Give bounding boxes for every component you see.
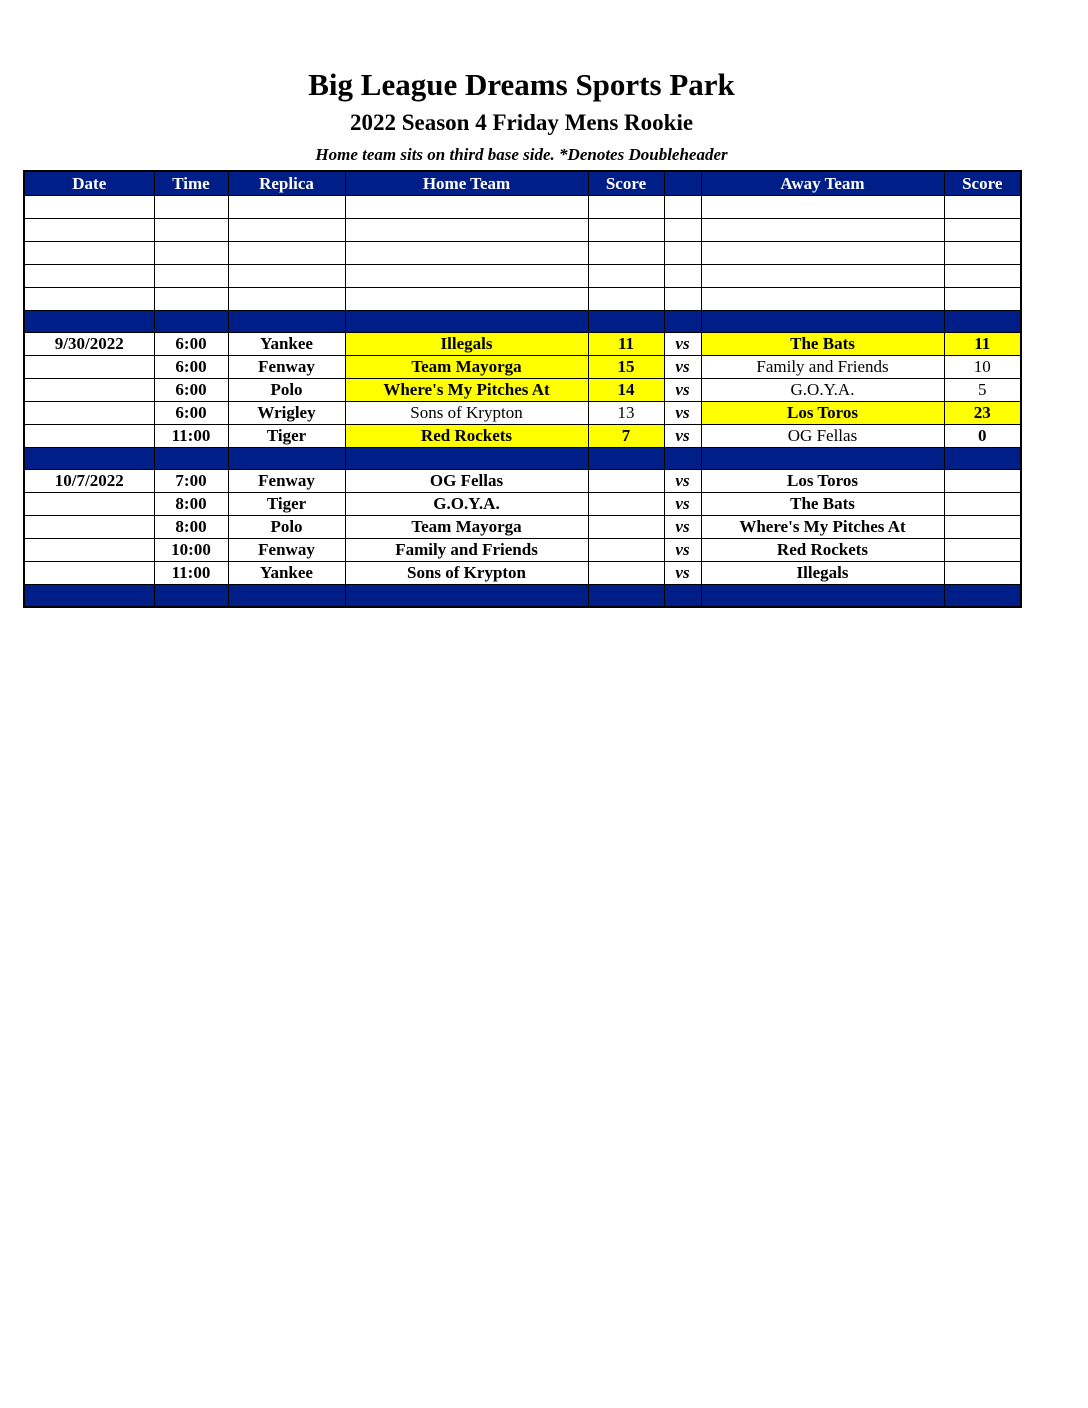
game-date (24, 379, 154, 402)
separator-cell (345, 585, 588, 608)
blank-row (24, 265, 1021, 288)
page-title: Big League Dreams Sports Park (308, 67, 735, 102)
empty-cell (944, 242, 1021, 265)
vs-label: vs (664, 333, 701, 356)
game-date (24, 493, 154, 516)
empty-cell (154, 242, 228, 265)
blank-row (24, 196, 1021, 219)
game-replica: Tiger (228, 493, 345, 516)
away-team: The Bats (701, 333, 944, 356)
vs-label: vs (664, 402, 701, 425)
game-row (24, 425, 1021, 448)
game-time: 8:00 (154, 493, 228, 516)
empty-cell (154, 288, 228, 311)
separator-cell (944, 585, 1021, 608)
away-team: Family and Friends (701, 356, 944, 379)
game-row (24, 539, 1021, 562)
home-team: Team Mayorga (345, 516, 588, 539)
col-header-replica: Replica (228, 171, 345, 196)
away-score (944, 516, 1021, 539)
game-date (24, 562, 154, 585)
separator-cell (228, 448, 345, 470)
empty-cell (24, 196, 154, 219)
page-subtitle: 2022 Season 4 Friday Mens Rookie (349, 110, 694, 135)
separator-cell (24, 311, 154, 333)
col-header-home-score: Score (588, 171, 664, 196)
game-row (24, 356, 1021, 379)
empty-cell (701, 196, 944, 219)
away-team: Red Rockets (701, 539, 944, 562)
home-score: 11 (588, 333, 664, 356)
empty-cell (24, 219, 154, 242)
week-separator-row (24, 311, 1021, 333)
empty-cell (944, 265, 1021, 288)
separator-cell (228, 585, 345, 608)
game-replica: Polo (228, 516, 345, 539)
home-score (588, 493, 664, 516)
game-time: 10:00 (154, 539, 228, 562)
away-team: The Bats (701, 493, 944, 516)
vs-label: vs (664, 470, 701, 493)
game-date (24, 539, 154, 562)
game-replica: Yankee (228, 562, 345, 585)
separator-cell (228, 311, 345, 333)
home-score (588, 516, 664, 539)
home-team: Family and Friends (345, 539, 588, 562)
col-header-home-team: Home Team (345, 171, 588, 196)
home-team: G.O.Y.A. (345, 493, 588, 516)
empty-cell (228, 219, 345, 242)
game-replica: Fenway (228, 470, 345, 493)
empty-cell (24, 242, 154, 265)
vs-label: vs (664, 379, 701, 402)
away-team: Illegals (701, 562, 944, 585)
away-score: 5 (944, 379, 1021, 402)
game-replica: Wrigley (228, 402, 345, 425)
vs-label: vs (664, 539, 701, 562)
empty-cell (228, 288, 345, 311)
empty-cell (664, 219, 701, 242)
game-time: 6:00 (154, 356, 228, 379)
away-score (944, 562, 1021, 585)
empty-cell (944, 219, 1021, 242)
away-score: 0 (944, 425, 1021, 448)
empty-cell (154, 265, 228, 288)
home-team: Where's My Pitches At (345, 379, 588, 402)
away-team: Los Toros (701, 402, 944, 425)
col-header-away-team: Away Team (701, 171, 944, 196)
week-separator-row (24, 448, 1021, 470)
home-team: Team Mayorga (345, 356, 588, 379)
empty-cell (228, 265, 345, 288)
separator-cell (701, 311, 944, 333)
blank-row (24, 242, 1021, 265)
empty-cell (24, 265, 154, 288)
vs-label: vs (664, 356, 701, 379)
game-time: 6:00 (154, 402, 228, 425)
col-header-time: Time (154, 171, 228, 196)
vs-label: vs (664, 493, 701, 516)
away-score: 10 (944, 356, 1021, 379)
away-team: G.O.Y.A. (701, 379, 944, 402)
empty-cell (588, 196, 664, 219)
empty-cell (701, 265, 944, 288)
empty-cell (588, 242, 664, 265)
schedule-table (23, 170, 1022, 608)
empty-cell (345, 242, 588, 265)
home-team: Sons of Krypton (345, 402, 588, 425)
game-row (24, 333, 1021, 356)
blank-row (24, 219, 1021, 242)
game-replica: Tiger (228, 425, 345, 448)
game-time: 11:00 (154, 562, 228, 585)
separator-cell (24, 448, 154, 470)
empty-cell (228, 196, 345, 219)
separator-cell (154, 585, 228, 608)
separator-cell (154, 311, 228, 333)
game-replica: Yankee (228, 333, 345, 356)
game-date (24, 425, 154, 448)
game-row (24, 379, 1021, 402)
empty-cell (588, 288, 664, 311)
home-score: 13 (588, 402, 664, 425)
empty-cell (701, 219, 944, 242)
game-date: 10/7/2022 (24, 470, 154, 493)
blank-row (24, 288, 1021, 311)
empty-cell (154, 219, 228, 242)
away-score: 23 (944, 402, 1021, 425)
away-score (944, 539, 1021, 562)
game-replica: Fenway (228, 356, 345, 379)
away-team: OG Fellas (701, 425, 944, 448)
away-team: Los Toros (701, 470, 944, 493)
home-score: 7 (588, 425, 664, 448)
separator-cell (664, 311, 701, 333)
empty-cell (701, 242, 944, 265)
away-team: Where's My Pitches At (701, 516, 944, 539)
home-score (588, 539, 664, 562)
empty-cell (664, 196, 701, 219)
game-date: 9/30/2022 (24, 333, 154, 356)
separator-cell (588, 585, 664, 608)
separator-cell (24, 585, 154, 608)
vs-label: vs (664, 516, 701, 539)
schedule-note: Home team sits on third base side. *Denotes Doubleheader (315, 145, 728, 164)
empty-cell (24, 288, 154, 311)
empty-cell (664, 265, 701, 288)
game-row (24, 470, 1021, 493)
game-time: 6:00 (154, 379, 228, 402)
home-team: Sons of Krypton (345, 562, 588, 585)
game-date (24, 402, 154, 425)
away-score (944, 493, 1021, 516)
empty-cell (944, 288, 1021, 311)
home-team: Red Rockets (345, 425, 588, 448)
game-row (24, 493, 1021, 516)
col-header-vs (664, 171, 701, 196)
home-team: OG Fellas (345, 470, 588, 493)
col-header-away-score: Score (944, 171, 1021, 196)
home-score: 15 (588, 356, 664, 379)
col-header-date: Date (24, 171, 154, 196)
separator-cell (664, 585, 701, 608)
game-row (24, 402, 1021, 425)
game-row (24, 516, 1021, 539)
game-row (24, 562, 1021, 585)
away-score: 11 (944, 333, 1021, 356)
away-score (944, 470, 1021, 493)
empty-cell (228, 242, 345, 265)
game-date (24, 516, 154, 539)
game-time: 6:00 (154, 333, 228, 356)
vs-label: vs (664, 425, 701, 448)
empty-cell (944, 196, 1021, 219)
empty-cell (588, 265, 664, 288)
separator-cell (664, 448, 701, 470)
empty-cell (345, 265, 588, 288)
separator-cell (154, 448, 228, 470)
separator-cell (588, 448, 664, 470)
empty-cell (345, 219, 588, 242)
separator-cell (944, 448, 1021, 470)
home-score: 14 (588, 379, 664, 402)
empty-cell (701, 288, 944, 311)
game-replica: Fenway (228, 539, 345, 562)
home-score (588, 562, 664, 585)
home-score (588, 470, 664, 493)
empty-cell (664, 242, 701, 265)
separator-cell (944, 311, 1021, 333)
game-time: 11:00 (154, 425, 228, 448)
empty-cell (154, 196, 228, 219)
empty-cell (345, 288, 588, 311)
separator-cell (345, 448, 588, 470)
empty-cell (588, 219, 664, 242)
game-date (24, 356, 154, 379)
empty-cell (345, 196, 588, 219)
header-row (24, 171, 1021, 196)
separator-cell (701, 448, 944, 470)
vs-label: vs (664, 562, 701, 585)
week-separator-row (24, 585, 1021, 608)
separator-cell (345, 311, 588, 333)
game-time: 7:00 (154, 470, 228, 493)
game-time: 8:00 (154, 516, 228, 539)
empty-cell (664, 288, 701, 311)
game-replica: Polo (228, 379, 345, 402)
separator-cell (701, 585, 944, 608)
home-team: Illegals (345, 333, 588, 356)
separator-cell (588, 311, 664, 333)
